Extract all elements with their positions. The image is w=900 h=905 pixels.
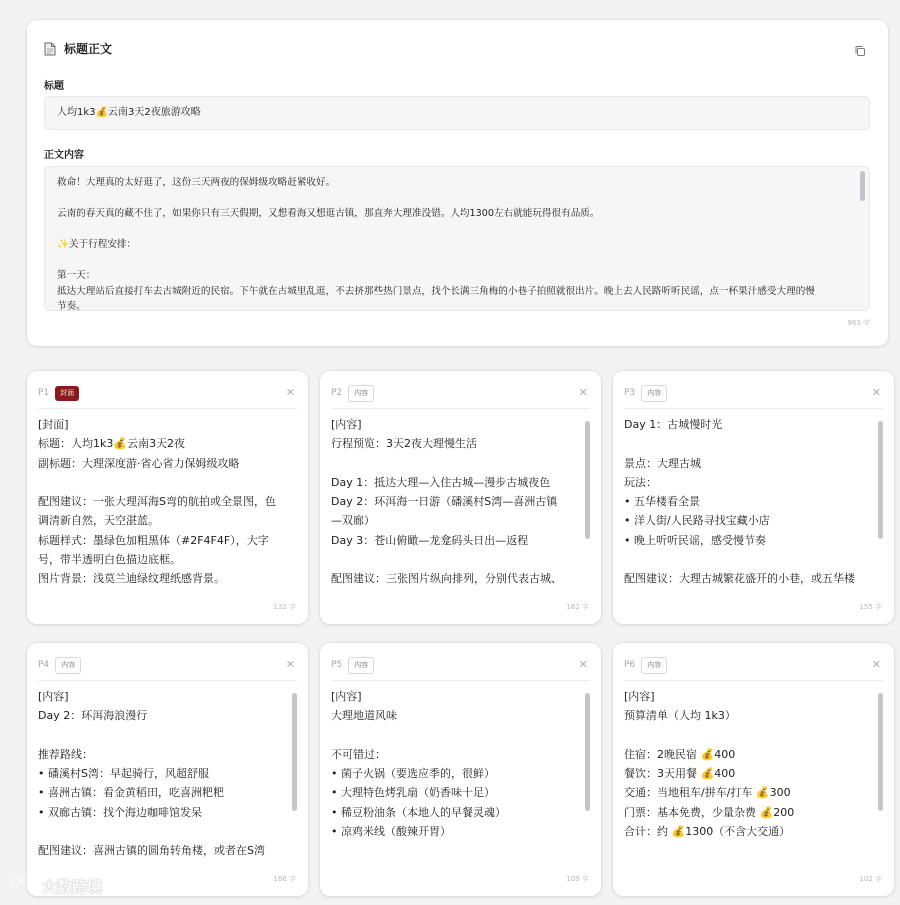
page-card-p3 bbox=[613, 371, 894, 624]
watermark-logo-icon bbox=[8, 874, 38, 898]
content-line: • 稀豆粉油条（本地人的早餐灵魂） bbox=[331, 805, 506, 819]
content-line: 标题样式：墨绿色加粗黑体（#2F4F4F），大字 bbox=[38, 533, 269, 547]
page-type-badge: 内容 bbox=[641, 657, 667, 674]
body-char-count: 963 字 bbox=[847, 319, 870, 327]
card-header bbox=[44, 40, 112, 57]
content-line: 副标题：大理深度游·省心省力保姆级攻略 bbox=[38, 456, 240, 470]
content-line: 餐饮：3天用餐 💰400 bbox=[624, 767, 736, 781]
page-scrollbar[interactable] bbox=[878, 421, 883, 539]
page-number: P1 bbox=[38, 388, 50, 398]
page-card-p6 bbox=[613, 643, 894, 896]
body-line: 抵达大理站后直接打车去古城附近的民宿。下午就在古城里乱逛，不去挤那些热门景点，找个长满三角梅的小巷子拍照就很出片。晚上去人民路听听民谣，点一杯果汁感受大理的慢 bbox=[57, 285, 815, 297]
page-card-p1 bbox=[27, 371, 308, 624]
content-line: 大理地道风味 bbox=[331, 709, 397, 723]
body-line: 云南的春天真的藏不住了，如果你只有三天假期，又想看海又想逛古镇，那直奔大理准没错。人均1300左右就能玩得很有品质。 bbox=[57, 208, 600, 219]
body-field-label: 正文内容 bbox=[44, 150, 84, 161]
page-card-p5 bbox=[320, 643, 601, 896]
content-line: Day 3：苍山俯瞰—龙龛码头日出—返程 bbox=[331, 533, 529, 547]
content-line: 景点：大理古城 bbox=[624, 456, 701, 470]
page-card-header bbox=[331, 655, 590, 675]
watermark-text: 大数跨境 bbox=[42, 877, 103, 896]
page-scrollbar[interactable] bbox=[585, 693, 590, 811]
content-line: • 五华楼看全景 bbox=[624, 495, 700, 509]
page-scrollbar[interactable] bbox=[292, 693, 297, 811]
content-line: Day 1：抵达大理—入住古城—漫步古城夜色 bbox=[331, 475, 551, 489]
page-type-badge: 内容 bbox=[641, 385, 667, 402]
page-content[interactable] bbox=[331, 415, 584, 595]
page-scrollbar[interactable] bbox=[878, 693, 883, 811]
content-line: [内容] bbox=[624, 690, 655, 703]
page-type-badge: 内容 bbox=[348, 385, 374, 402]
page-card-header bbox=[624, 383, 883, 403]
content-line: • 晚上听听民谣，感受慢节奏 bbox=[624, 533, 766, 547]
card-title: 标题正文 bbox=[64, 42, 113, 56]
title-body-card bbox=[27, 20, 888, 346]
content-line: 配图建议：大理古城繁花盛开的小巷，或五华楼 bbox=[624, 572, 855, 586]
page-number: P4 bbox=[38, 660, 50, 670]
resize-handle-icon[interactable] bbox=[861, 302, 867, 308]
page-scrollbar[interactable] bbox=[585, 421, 590, 539]
watermark bbox=[8, 874, 102, 898]
body-line: 第一天： bbox=[57, 270, 96, 281]
content-line: • 菌子火锅（要选应季的，很鲜） bbox=[331, 767, 495, 781]
content-line: 玩法： bbox=[624, 475, 657, 489]
close-icon[interactable]: ✕ bbox=[871, 386, 881, 399]
close-icon[interactable]: ✕ bbox=[285, 658, 295, 671]
page-content[interactable] bbox=[624, 415, 877, 595]
title-input[interactable]: 人均1k3💰云南3天2夜旅游攻略 bbox=[44, 96, 870, 130]
page-content[interactable] bbox=[624, 687, 877, 867]
page-content[interactable] bbox=[38, 687, 291, 867]
page-type-badge: 封面 bbox=[55, 386, 79, 401]
content-line: • 洋人街/人民路寻找宝藏小店 bbox=[624, 514, 770, 528]
content-line: 配图建议：三张图片纵向排列，分别代表古城、 bbox=[331, 572, 562, 586]
content-line: Day 1：古城慢时光 bbox=[624, 418, 723, 431]
content-line: 不可错过： bbox=[331, 747, 386, 761]
content-line: 行程预览：3天2夜大理慢生活 bbox=[331, 437, 477, 451]
copy-icon[interactable] bbox=[854, 42, 868, 56]
content-line: 号，带半透明白色描边底框。 bbox=[38, 553, 181, 567]
content-line: • 磻溪村S湾：早起骑行，风超舒服 bbox=[38, 767, 209, 781]
page-char-count: 166 字 bbox=[273, 875, 296, 883]
content-line: • 大理特色烤乳扇（奶香味十足） bbox=[331, 786, 495, 800]
page-card-p2 bbox=[320, 371, 601, 624]
content-line: • 凉鸡米线（酸辣开胃） bbox=[331, 825, 451, 839]
content-line: 合计：约 💰1300（不含大交通） bbox=[624, 825, 791, 839]
page-number: P2 bbox=[331, 388, 343, 398]
content-line: 配图建议：一张大理洱海S弯的航拍或全景图，色 bbox=[38, 495, 276, 509]
content-line: • 喜洲古镇：看金黄稻田，吃喜洲粑粑 bbox=[38, 786, 224, 800]
close-icon[interactable]: ✕ bbox=[578, 386, 588, 399]
page-card-header bbox=[38, 655, 297, 675]
content-line: 图片背景：浅莫兰迪绿纹理纸感背景。 bbox=[38, 572, 225, 586]
content-line: Day 2：环洱海浪漫行 bbox=[38, 709, 148, 723]
content-line: [内容] bbox=[331, 690, 362, 703]
page-char-count: 155 字 bbox=[859, 603, 882, 611]
page-card-header bbox=[38, 383, 297, 403]
body-line: 救命！大理真的太好逛了，这份三天两夜的保姆级攻略赶紧收好。 bbox=[57, 177, 336, 188]
body-scrollbar[interactable] bbox=[860, 171, 865, 201]
page-number: P6 bbox=[624, 660, 636, 670]
close-icon[interactable]: ✕ bbox=[578, 658, 588, 671]
content-line: [内容] bbox=[331, 418, 362, 431]
page-type-badge: 内容 bbox=[348, 657, 374, 674]
content-line: 交通：当地租车/拼车/打车 💰300 bbox=[624, 786, 791, 800]
page-card-header bbox=[331, 383, 590, 403]
page-char-count: 109 字 bbox=[566, 875, 589, 883]
page-card-header bbox=[624, 655, 883, 675]
close-icon[interactable]: ✕ bbox=[871, 658, 881, 671]
page-number: P5 bbox=[331, 660, 343, 670]
title-field-label: 标题 bbox=[44, 81, 64, 92]
page-content[interactable] bbox=[38, 415, 291, 595]
close-icon[interactable]: ✕ bbox=[285, 386, 295, 399]
page-content[interactable] bbox=[331, 687, 584, 867]
body-textarea[interactable] bbox=[44, 166, 870, 311]
content-line: • 双廊古镇：找个海边咖啡馆发呆 bbox=[38, 805, 202, 819]
content-line: 住宿：2晚民宿 💰400 bbox=[624, 747, 736, 761]
body-line: ✨关于行程安排： bbox=[57, 239, 137, 250]
content-line: —双廊） bbox=[331, 514, 375, 528]
page-char-count: 102 字 bbox=[859, 875, 882, 883]
content-line: [内容] bbox=[38, 690, 69, 703]
body-line: 节奏。 bbox=[57, 301, 86, 311]
page-type-badge: 内容 bbox=[55, 657, 81, 674]
content-line: Day 2：环洱海一日游（磻溪村S湾—喜洲古镇 bbox=[331, 495, 558, 509]
content-line: 配图建议：喜洲古镇的圆角转角楼，或者在S湾 bbox=[38, 844, 265, 858]
document-icon bbox=[44, 42, 56, 56]
page-number: P3 bbox=[624, 388, 636, 398]
page-char-count: 162 字 bbox=[566, 603, 589, 611]
page-card-p4 bbox=[27, 643, 308, 896]
content-line: 标题：人均1k3💰云南3天2夜 bbox=[38, 437, 186, 451]
content-line: 调清新自然，天空湛蓝。 bbox=[38, 514, 159, 528]
page-char-count: 132 字 bbox=[273, 603, 296, 611]
content-line: [封面] bbox=[38, 418, 69, 431]
content-line: 推荐路线： bbox=[38, 747, 93, 761]
content-line: 门票：基本免费，少量杂费 💰200 bbox=[624, 805, 795, 819]
content-line: 预算清单（人均 1k3） bbox=[624, 709, 736, 723]
